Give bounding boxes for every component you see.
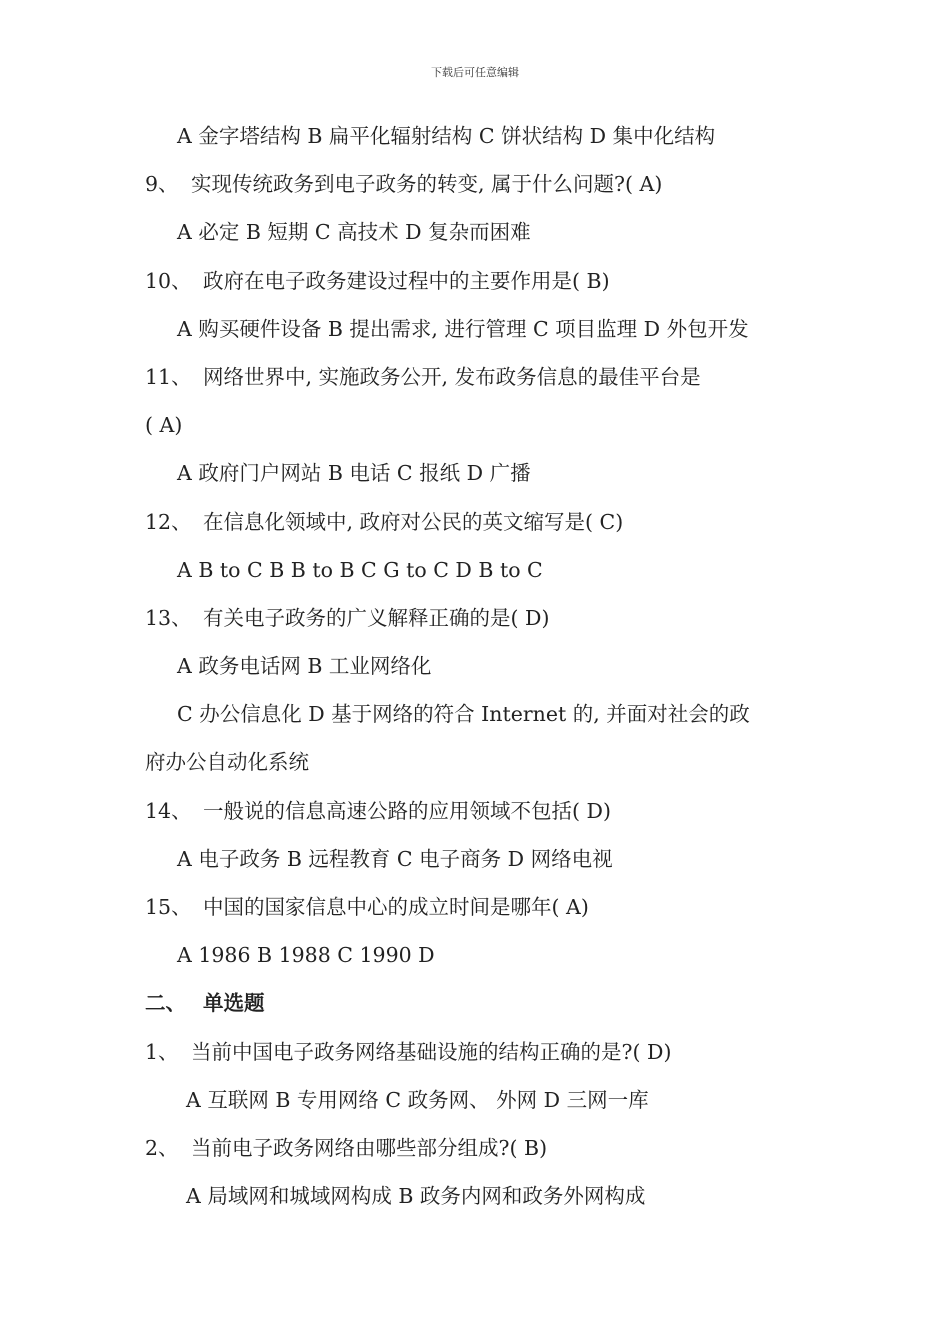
answer-options: A B to C B B to B C G to C D B to C [177,557,543,582]
question-12 [145,498,825,546]
question-number: 9、 [145,172,179,197]
question-number: 14、 [145,798,192,823]
document-body [145,112,825,1220]
question-text: 网络世界中, 实施政务公开, 发布政务信息的最佳平台是 [203,364,701,389]
question-number: 11、 [145,364,192,389]
question-text: 有关电子政务的广义解释正确的是( D) [203,605,550,630]
question-14 [145,787,825,835]
question-text: 在信息化领域中, 政府对公民的英文缩写是( C) [203,509,624,534]
question-number: 10、 [145,268,192,293]
answer-options: A 局域网和城域网构成 B 政务内网和政务外网构成 [186,1184,646,1209]
question-text: 一般说的信息高速公路的应用领域不包括( D) [203,798,611,823]
answer-options: A 政府门户网站 B 电话 C 报纸 D 广播 [177,461,531,486]
question-2 [145,1124,825,1172]
question-text: 实现传统政务到电子政务的转变, 属于什么问题?( A) [191,172,663,197]
question-text: 当前电子政务网络由哪些部分组成?( B) [191,1135,548,1160]
question-11-continuation: ( A) [145,413,183,438]
question-text: 当前中国电子政务网络基础设施的结构正确的是?( D) [191,1039,672,1064]
question-15 [145,883,825,931]
question-9 [145,160,825,208]
answer-options: A 政务电话网 B 工业网络化 [177,654,432,679]
question-11 [145,353,825,401]
answer-options-continuation: 府办公自动化系统 [145,750,309,775]
question-number: 12、 [145,509,192,534]
answer-options: A 必定 B 短期 C 高技术 D 复杂而困难 [177,220,531,245]
page-header: 下载后可任意编辑 [431,66,519,79]
answer-options: A 金字塔结构 B 扁平化辐射结构 C 饼状结构 D 集中化结构 [177,124,716,148]
section-title [145,979,825,1027]
question-number: 13、 [145,605,192,630]
question-1 [145,1028,825,1076]
answer-options: A 电子政务 B 远程教育 C 电子商务 D 网络电视 [177,846,613,871]
question-text: 政府在电子政务建设过程中的主要作用是( B) [203,268,610,293]
question-10 [145,257,825,305]
answer-options: A 购买硬件设备 B 提出需求, 进行管理 C 项目监理 D 外包开发 [177,316,749,341]
question-number: 15、 [145,895,192,919]
section-number: 二、 [145,991,186,1016]
question-text: 中国的国家信息中心的成立时间是哪年( A) [203,895,589,919]
question-13 [145,594,825,642]
question-number: 1、 [145,1039,179,1064]
question-number: 2、 [145,1135,179,1160]
answer-options: C 办公信息化 D 基于网络的符合 Internet 的, 并面对社会的政 [177,702,750,727]
answer-options: A 互联网 B 专用网络 C 政务网、 外网 D 三网一库 [186,1087,649,1112]
answer-options: A 1986 B 1988 C 1990 D [177,943,435,968]
section-label: 单选题 [203,991,265,1016]
